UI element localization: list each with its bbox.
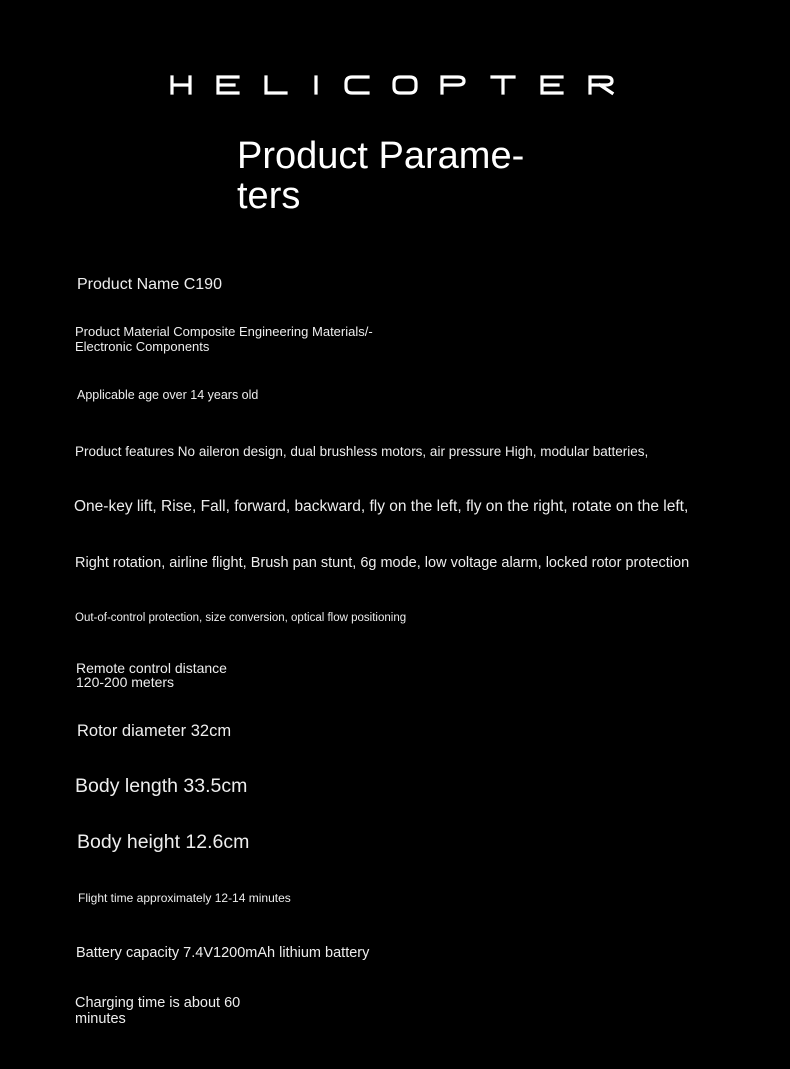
param-product-material: Product Material Composite Engineering Materials/- Electronic Components	[75, 324, 373, 354]
param-flight-time: Flight time approximately 12-14 minutes	[78, 891, 291, 905]
page-title: Product Parame- ters	[237, 135, 525, 217]
param-rotor-diameter: Rotor diameter 32cm	[77, 722, 232, 740]
param-charging-time: Charging time is about 60 minutes	[75, 995, 241, 1027]
brand-logo	[0, 74, 790, 101]
param-battery-capacity: Battery capacity 7.4V1200mAh lithium battery	[76, 945, 370, 961]
helicopter-logo-lettering	[170, 74, 620, 96]
param-product-features-line-2: One-key lift, Rise, Fall, forward, backward, fly on the left, fly on the right, rotate on the left,	[74, 498, 689, 515]
param-remote-control-distance: Remote control distance 120-200 meters	[76, 660, 227, 690]
param-body-length: Body length 33.5cm	[75, 775, 248, 797]
param-product-name: Product Name C190	[77, 276, 222, 293]
param-body-height: Body height 12.6cm	[77, 831, 250, 853]
param-product-features-line-4: Out-of-control protection, size conversion, optical flow positioning	[75, 612, 407, 624]
param-product-features-line-3: Right rotation, airline flight, Brush pan stunt, 6g mode, low voltage alarm, locked rotor protection	[75, 555, 690, 571]
param-applicable-age: Applicable age over 14 years old	[77, 388, 259, 402]
param-product-features-line-1: Product features No aileron design, dual brushless motors, air pressure High, modular batteries,	[75, 444, 649, 459]
